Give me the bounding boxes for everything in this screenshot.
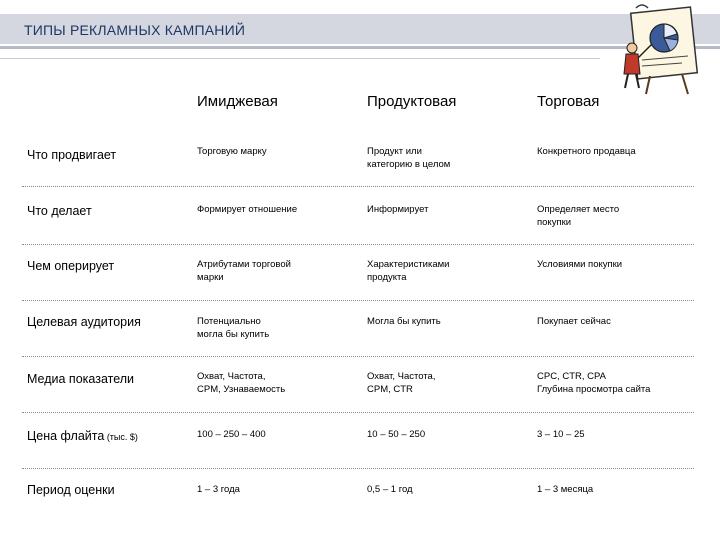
table-cell-line: покупки	[537, 217, 572, 228]
header-rule	[0, 58, 600, 59]
table-cell	[197, 315, 269, 341]
row-label-text: Цена флайта	[27, 429, 105, 443]
table-cell-line: Торговую марку	[197, 146, 267, 157]
table-cell-line: CPM, Узнаваемость	[197, 384, 286, 395]
page-title: ТИПЫ РЕКЛАМНЫХ КАМПАНИЙ	[24, 22, 246, 38]
table-cell-line: Охват, Частота,	[197, 371, 266, 382]
row-label-text: Что продвигает	[27, 148, 117, 162]
row-label	[27, 483, 115, 497]
table-cell	[197, 203, 297, 216]
table-cell-line: 1 – 3 года	[197, 484, 240, 495]
row-divider	[22, 468, 694, 469]
row-divider	[22, 244, 694, 245]
table-cell	[537, 428, 585, 441]
table-cell-line: CPM, CTR	[367, 384, 413, 395]
column-header: Продуктовая	[367, 93, 457, 110]
table-cell	[367, 145, 450, 171]
table-cell	[367, 370, 435, 396]
table-cell-line: могла бы купить	[197, 329, 270, 340]
table-cell-line: Информирует	[367, 204, 429, 215]
row-label-text: Период оценки	[27, 483, 115, 497]
table-cell	[537, 483, 593, 496]
row-label	[27, 148, 116, 162]
table-cell	[197, 145, 267, 158]
table-cell	[197, 428, 266, 441]
table-cell-line: Продукт или	[367, 146, 422, 157]
table-cell-line: продукта	[367, 272, 407, 283]
table-cell	[367, 483, 413, 496]
row-label	[27, 204, 92, 218]
table-cell-line: Могла бы купить	[367, 316, 441, 327]
row-label	[27, 372, 134, 386]
row-label-text: Что делает	[27, 204, 92, 218]
table-cell-line: Охват, Частота,	[367, 371, 436, 382]
table-cell	[537, 315, 611, 328]
table-cell	[367, 315, 441, 328]
table-cell-line: 10 – 50 – 250	[367, 429, 426, 440]
table-cell-line: Глубина просмотра сайта	[537, 384, 651, 395]
table-cell	[367, 428, 425, 441]
row-divider	[22, 356, 694, 357]
table-cell-line: Формирует отношение	[197, 204, 298, 215]
table-cell	[537, 145, 636, 158]
presentation-clipart-icon	[612, 2, 708, 98]
row-divider	[22, 300, 694, 301]
table-cell	[197, 370, 285, 396]
table-cell	[367, 258, 449, 284]
table-cell-line: марки	[197, 272, 224, 283]
table-cell-line: 0,5 – 1 год	[367, 484, 413, 495]
row-label	[27, 259, 114, 273]
column-header: Торговая	[537, 93, 600, 110]
table-cell-line: Определяет место	[537, 204, 620, 215]
table-cell-line: 100 – 250 – 400	[197, 429, 266, 440]
table-cell-line: Потенциально	[197, 316, 261, 327]
table-cell	[537, 203, 619, 229]
table-cell	[537, 258, 622, 271]
row-label-text: Медиа показатели	[27, 372, 135, 386]
row-label-text: Чем оперирует	[27, 259, 115, 273]
table-cell-line: Характеристиками	[367, 259, 450, 270]
row-label	[27, 429, 138, 443]
row-label-unit: (тыс. $)	[104, 432, 138, 442]
table-cell	[197, 483, 240, 496]
table-cell-line: CPC, CTR, CPA	[537, 371, 606, 382]
table-cell-line: Покупает сейчас	[537, 316, 611, 327]
row-divider	[22, 186, 694, 187]
table-cell-line: Конкретного продавца	[537, 146, 636, 157]
column-header: Имиджевая	[197, 93, 278, 110]
row-label-text: Целевая аудитория	[27, 315, 141, 329]
row-divider	[22, 412, 694, 413]
table-cell	[197, 258, 291, 284]
table-cell-line: Условиями покупки	[537, 259, 623, 270]
table-cell	[367, 203, 428, 216]
table-cell-line: 1 – 3 месяца	[537, 484, 594, 495]
table-cell-line: категорию в целом	[367, 159, 451, 170]
table-cell-line: Атрибутами торговой	[197, 259, 291, 270]
table-cell-line: 3 – 10 – 25	[537, 429, 585, 440]
row-label	[27, 315, 141, 329]
table-cell	[537, 370, 650, 396]
